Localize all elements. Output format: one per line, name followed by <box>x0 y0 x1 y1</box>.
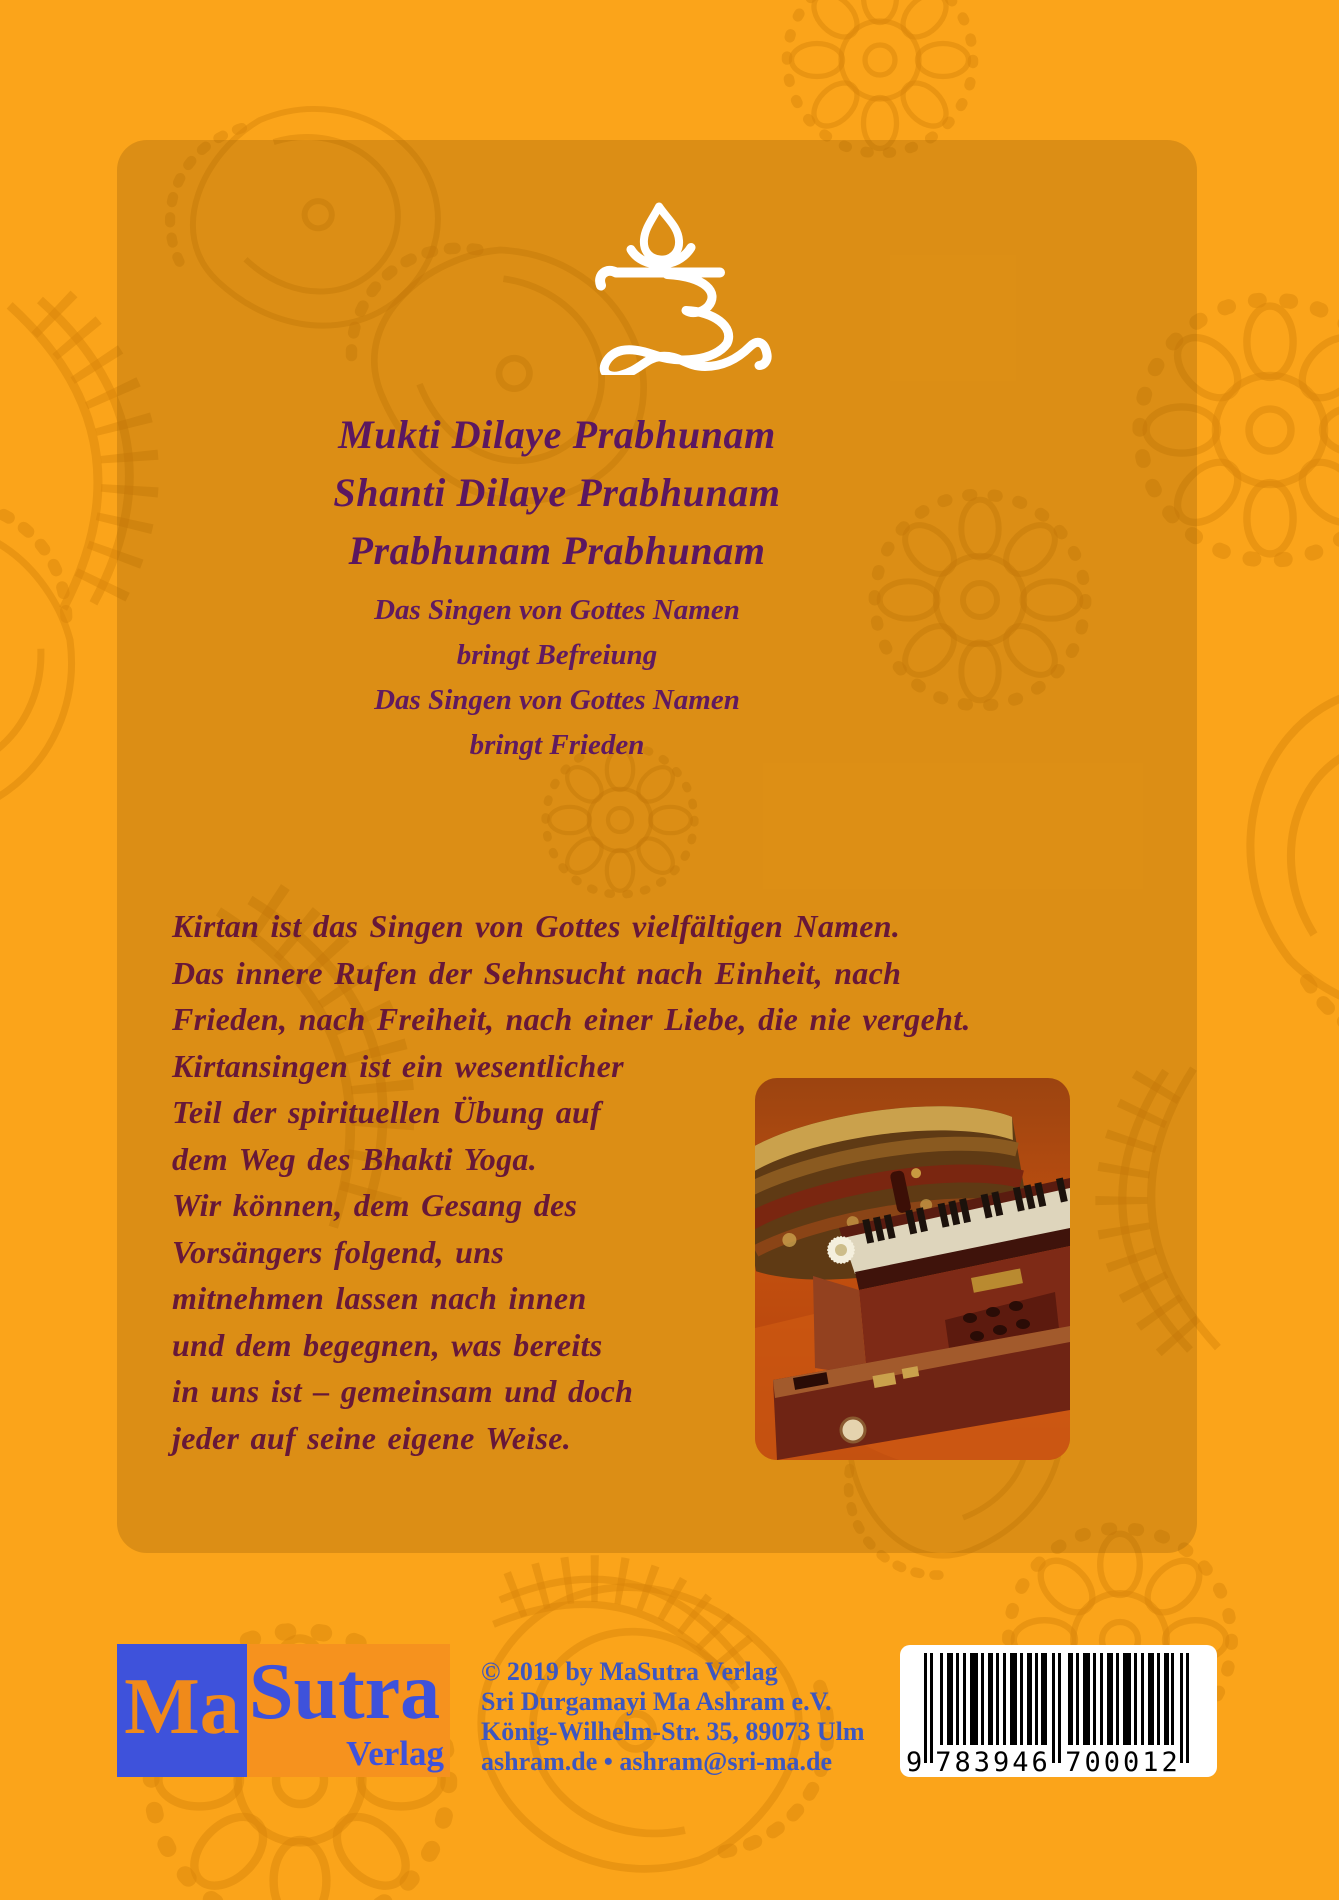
translation-line: bringt Befreiung <box>456 639 658 671</box>
description-line: und dem begegnen, was bereits <box>172 1326 603 1363</box>
description-line: Das innere Rufen der Sehnsucht nach Einheit, nach <box>172 954 902 991</box>
description-line: Vorsängers folgend, uns <box>172 1233 505 1270</box>
masutra-logo-orange-box <box>247 1644 450 1777</box>
translation-line: bringt Frieden <box>469 729 645 761</box>
copyright-line: Sri Durgamayi Ma Ashram e.V. <box>481 1687 832 1716</box>
mantra-line: Shanti Dilaye Prabhunam <box>333 470 781 515</box>
copyright-line: © 2019 by MaSutra Verlag <box>481 1657 778 1686</box>
logo-text-ma: Ma <box>124 1662 240 1751</box>
barcode <box>900 1645 1217 1777</box>
masutra-logo-blue-box <box>117 1644 247 1777</box>
description-line: Kirtansingen ist ein wesentlicher <box>172 1047 624 1084</box>
translation-line: Das Singen von Gottes Namen <box>374 594 740 626</box>
mantra-title <box>117 406 997 580</box>
barcode-group2-digits: 700012 <box>1065 1747 1181 1777</box>
description-line: jeder auf seine eigene Weise. <box>172 1419 571 1456</box>
copyright-line: König-Wilhelm-Str. 35, 89073 Ulm <box>481 1717 865 1746</box>
logo-text-sutra: Sutra <box>249 1648 441 1736</box>
om-icon <box>545 200 785 375</box>
description-line: Kirtan ist das Singen von Gottes vielfältigen Namen. <box>172 908 901 944</box>
mantra-line: Prabhunam Prabhunam <box>348 528 766 573</box>
description-line: Wir können, dem Gesang des <box>172 1187 578 1223</box>
copyright-line: ashram.de • ashram@sri-ma.de <box>481 1747 833 1776</box>
description-line: Teil der spirituellen Übung auf <box>172 1094 602 1130</box>
mantra-translation <box>117 588 997 768</box>
barcode-group1-digits: 783946 <box>935 1747 1051 1777</box>
logo-text-verlag: Verlag <box>346 1734 444 1773</box>
copyright-block <box>481 1657 901 1777</box>
description-line: mitnehmen lassen nach innen <box>172 1280 587 1316</box>
translation-line: Das Singen von Gottes Namen <box>374 684 740 716</box>
harmonium-photo <box>755 1078 1070 1460</box>
description-line: dem Weg des Bhakti Yoga. <box>172 1140 537 1177</box>
mantra-line: Mukti Dilaye Prabhunam <box>338 412 776 457</box>
description-line: in uns ist – gemeinsam und doch <box>172 1373 634 1409</box>
description-line: Frieden, nach Freiheit, nach einer Liebe, die nie vergeht. <box>172 1001 971 1037</box>
barcode-prefix-digit: 9 <box>906 1747 923 1777</box>
